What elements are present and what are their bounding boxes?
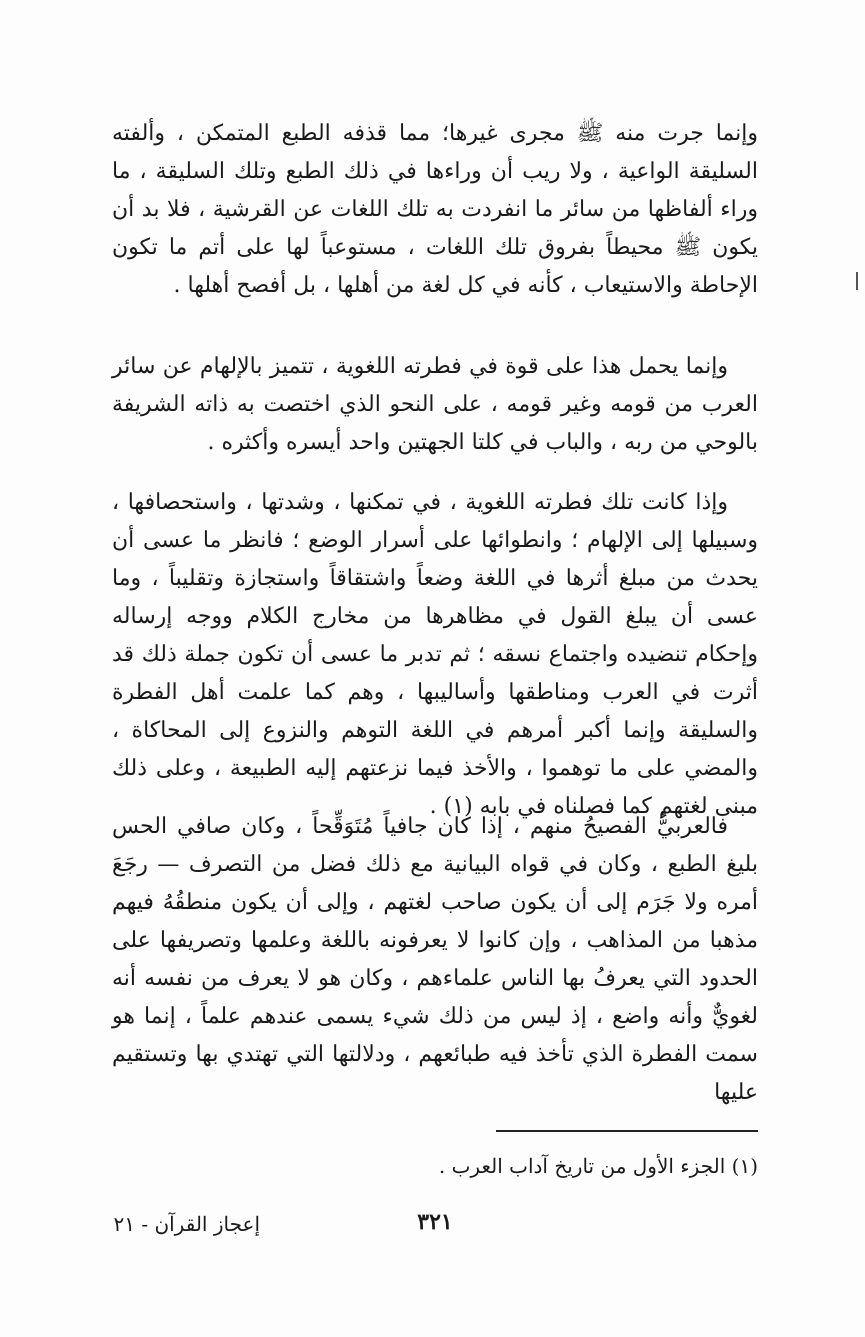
footnote: (١) الجزء الأول من تاريخ آداب العرب . bbox=[438, 1154, 758, 1178]
paragraph-3: وإذا كانت تلك فطرته اللغوية ، في تمكنها ، وشدتها ، واستحصافها ، وسبيلها إلى الإلهام ؛ وانطوائها على أسرار الوضع ؛ فانظر ما عسى أن يحدث من مبلغ أثرها في اللغة وضعاً واشتقاقاً واستجازة وتقليباً ، وما عسى أن يبلغ القول في مظاهرها من مخارج الكلام ووجه إرساله وإحكام تنضيده واجتماع نسقه ؛ ثم تدبر ما عسى أن تكون جملة ذلك قد أثرت في العرب ومناطقها وأساليبها ، وهم كما علمت أهل الفطرة والسليقة وإنما أكبر أمرهم في اللغة التوهم والنزوع إلى المحاكاة ، والمضي على ما توهموا ، والأخذ فيما نزعتهم إليه الطبيعة ، وعلى ذلك مبنى لغتهم كما فصلناه في بابه (١) . bbox=[112, 490, 758, 819]
scan-edge-mark bbox=[856, 272, 858, 290]
footnote-divider bbox=[496, 1130, 758, 1132]
paragraph-4: فالعربيُّ الفصيحُ منهم ، إذا كان جافياً مُتَوَقِّحاً ، وكان صافي الحس بليغ الطبع ، وكان في قواه البيانية مع ذلك فضل من التصرف — رجَعَ أمره ولا جَرَم إلى أن يكون صاحب لغتهم ، وإلى أن يكون منطقُهُ فيهم مذهبا من المذاهب ، وإن كانوا لا يعرفونه باللغة وعلمها وتصريفها على الحدود التي يعرفُ بها الناس علماءهم ، وكان هو لا يعرف من نفسه أنه لغويٌّ وأنه واضع ، إذ ليس من ذلك شيء يسمى عندهم علماً ، إنما هو سمت الفطرة الذي تأخذ فيه طبائعهم ، ودلالتها التي تهتدي بها وتستقيم عليها bbox=[112, 814, 758, 1105]
running-footer-title: إعجاز القرآن - ٢١ bbox=[113, 1212, 260, 1236]
page-number: ٣٢١ bbox=[417, 1209, 453, 1235]
paragraph-1: وإنما جرت منه ﷺ مجرى غيرها؛ مما قذفه الطبع المتمكن ، وألفته السليقة الواعية ، ولا ريب أن وراءها في ذلك الطبع وتلك السليقة ، ما وراء ألفاظها من سائر ما انفردت به تلك اللغات عن القرشية ، فلا بد أن يكون ﷺ محيطاً بفروق تلك اللغات ، مستوعباً لها على أتم ما تكون الإحاطة والاستيعاب ، كأنه في كل لغة من أهلها ، بل أفصح أهلها . bbox=[112, 121, 758, 298]
paragraph-2: وإنما يحمل هذا على قوة في فطرته اللغوية ، تتميز بالإلهام عن سائر العرب من قومه وغير قومه ، على النحو الذي اختصت به ذاته الشريفة بالوحي من ربه ، والباب في كلتا الجهتين واحد أيسره وأكثره . bbox=[112, 354, 758, 455]
